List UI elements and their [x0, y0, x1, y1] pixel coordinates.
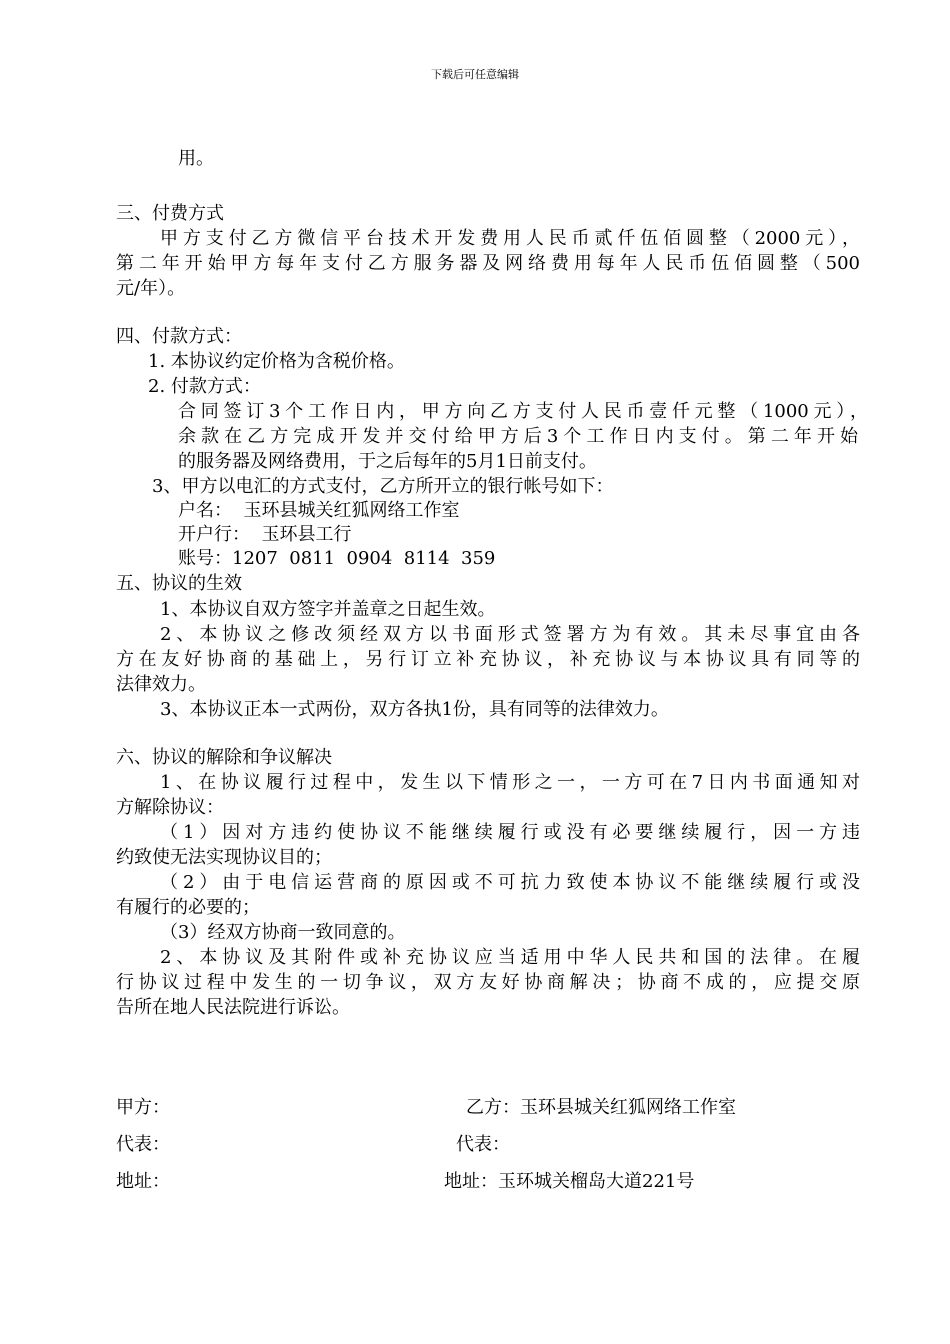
party-b-name: 乙方：玉环县城关红狐网络工作室 — [466, 1097, 736, 1118]
section6-para2-line2: 行协议过程中发生的一切争议，双方友好协商解决；协商不成的，应提交原 — [116, 972, 860, 993]
section5-para1: 1、本协议自双方签字并盖章之日起生效。 — [160, 599, 496, 620]
party-b-representative: 代表： — [456, 1134, 510, 1155]
section6-para1-line1: 1、在协议履行过程中，发生以下情形之一，一方可在7日内书面通知对 — [160, 772, 860, 793]
party-a-representative: 代表： — [116, 1134, 170, 1155]
section3-line3: 元/年）。 — [116, 278, 186, 299]
section6-clause2-line2: 有履行的必要的； — [116, 897, 260, 918]
section4-title: 四、付款方式： — [116, 326, 242, 347]
section5-para2-line3: 法律效力。 — [116, 674, 206, 695]
party-b-address: 地址：玉环城关榴岛大道221号 — [444, 1171, 695, 1192]
page-header: 下载后可任意编辑 — [431, 68, 519, 81]
account-name: 户名： 玉环县城关红狐网络工作室 — [178, 500, 460, 521]
bank-name: 开户行： 玉环县工行 — [178, 524, 352, 545]
section5-para2-line1: 2、本协议之修改须经双方以书面形式签署方为有效。其未尽事宜由各 — [160, 624, 860, 645]
section6-clause1-line2: 约致使无法实现协议目的； — [116, 847, 332, 868]
section4-item1: 1. 本协议约定价格为含税价格。 — [148, 351, 405, 372]
section4-item2-line1: 合同签订3个工作日内，甲方向乙方支付人民币壹仟元整（1000元）， — [178, 401, 868, 422]
section3-line1: 甲方支付乙方微信平台技术开发费用人民币贰仟伍佰圆整（2000元）， — [160, 228, 860, 249]
section4-item2-line2: 余款在乙方完成开发并交付给甲方后3个工作日内支付。第二年开始 — [178, 426, 858, 447]
party-a-address: 地址： — [116, 1171, 170, 1192]
section6-para1-line2: 方解除协议： — [116, 797, 224, 818]
section6-clause2-line1: （2）由于电信运营商的原因或不可抗力致使本协议不能继续履行或没 — [160, 872, 860, 893]
section2-tail: 用。 — [178, 148, 214, 169]
section5-title: 五、协议的生效 — [116, 573, 242, 594]
section6-para2-line1: 2、本协议及其附件或补充协议应当适用中华人民共和国的法律。在履 — [160, 947, 860, 968]
section4-item2-line3: 的服务器及网络费用，于之后每年的5月1日前支付。 — [178, 451, 597, 472]
section6-clause3: （3）经双方协商一致同意的。 — [160, 922, 406, 943]
section6-title: 六、协议的解除和争议解决 — [116, 747, 332, 768]
section6-clause1-line1: （1）因对方违约使协议不能继续履行或没有必要继续履行，因一方违 — [160, 822, 860, 843]
section5-para3: 3、本协议正本一式两份，双方各执1份，具有同等的法律效力。 — [160, 699, 669, 720]
section3-title: 三、付费方式 — [116, 203, 224, 224]
section5-para2-line2: 方在友好协商的基础上，另行订立补充协议，补充协议与本协议具有同等的 — [116, 649, 860, 670]
section3-line2: 第二年开始甲方每年支付乙方服务器及网络费用每年人民币伍佰圆整（500 — [116, 253, 860, 274]
party-a-label: 甲方： — [116, 1097, 170, 1118]
section4-item3: 3、甲方以电汇的方式支付，乙方所开立的银行帐号如下： — [152, 476, 614, 497]
section6-para2-line3: 告所在地人民法院进行诉讼。 — [116, 997, 350, 1018]
account-number: 账号：1207 0811 0904 8114 359 — [178, 548, 496, 569]
section4-item2: 2. 付款方式： — [148, 376, 261, 397]
